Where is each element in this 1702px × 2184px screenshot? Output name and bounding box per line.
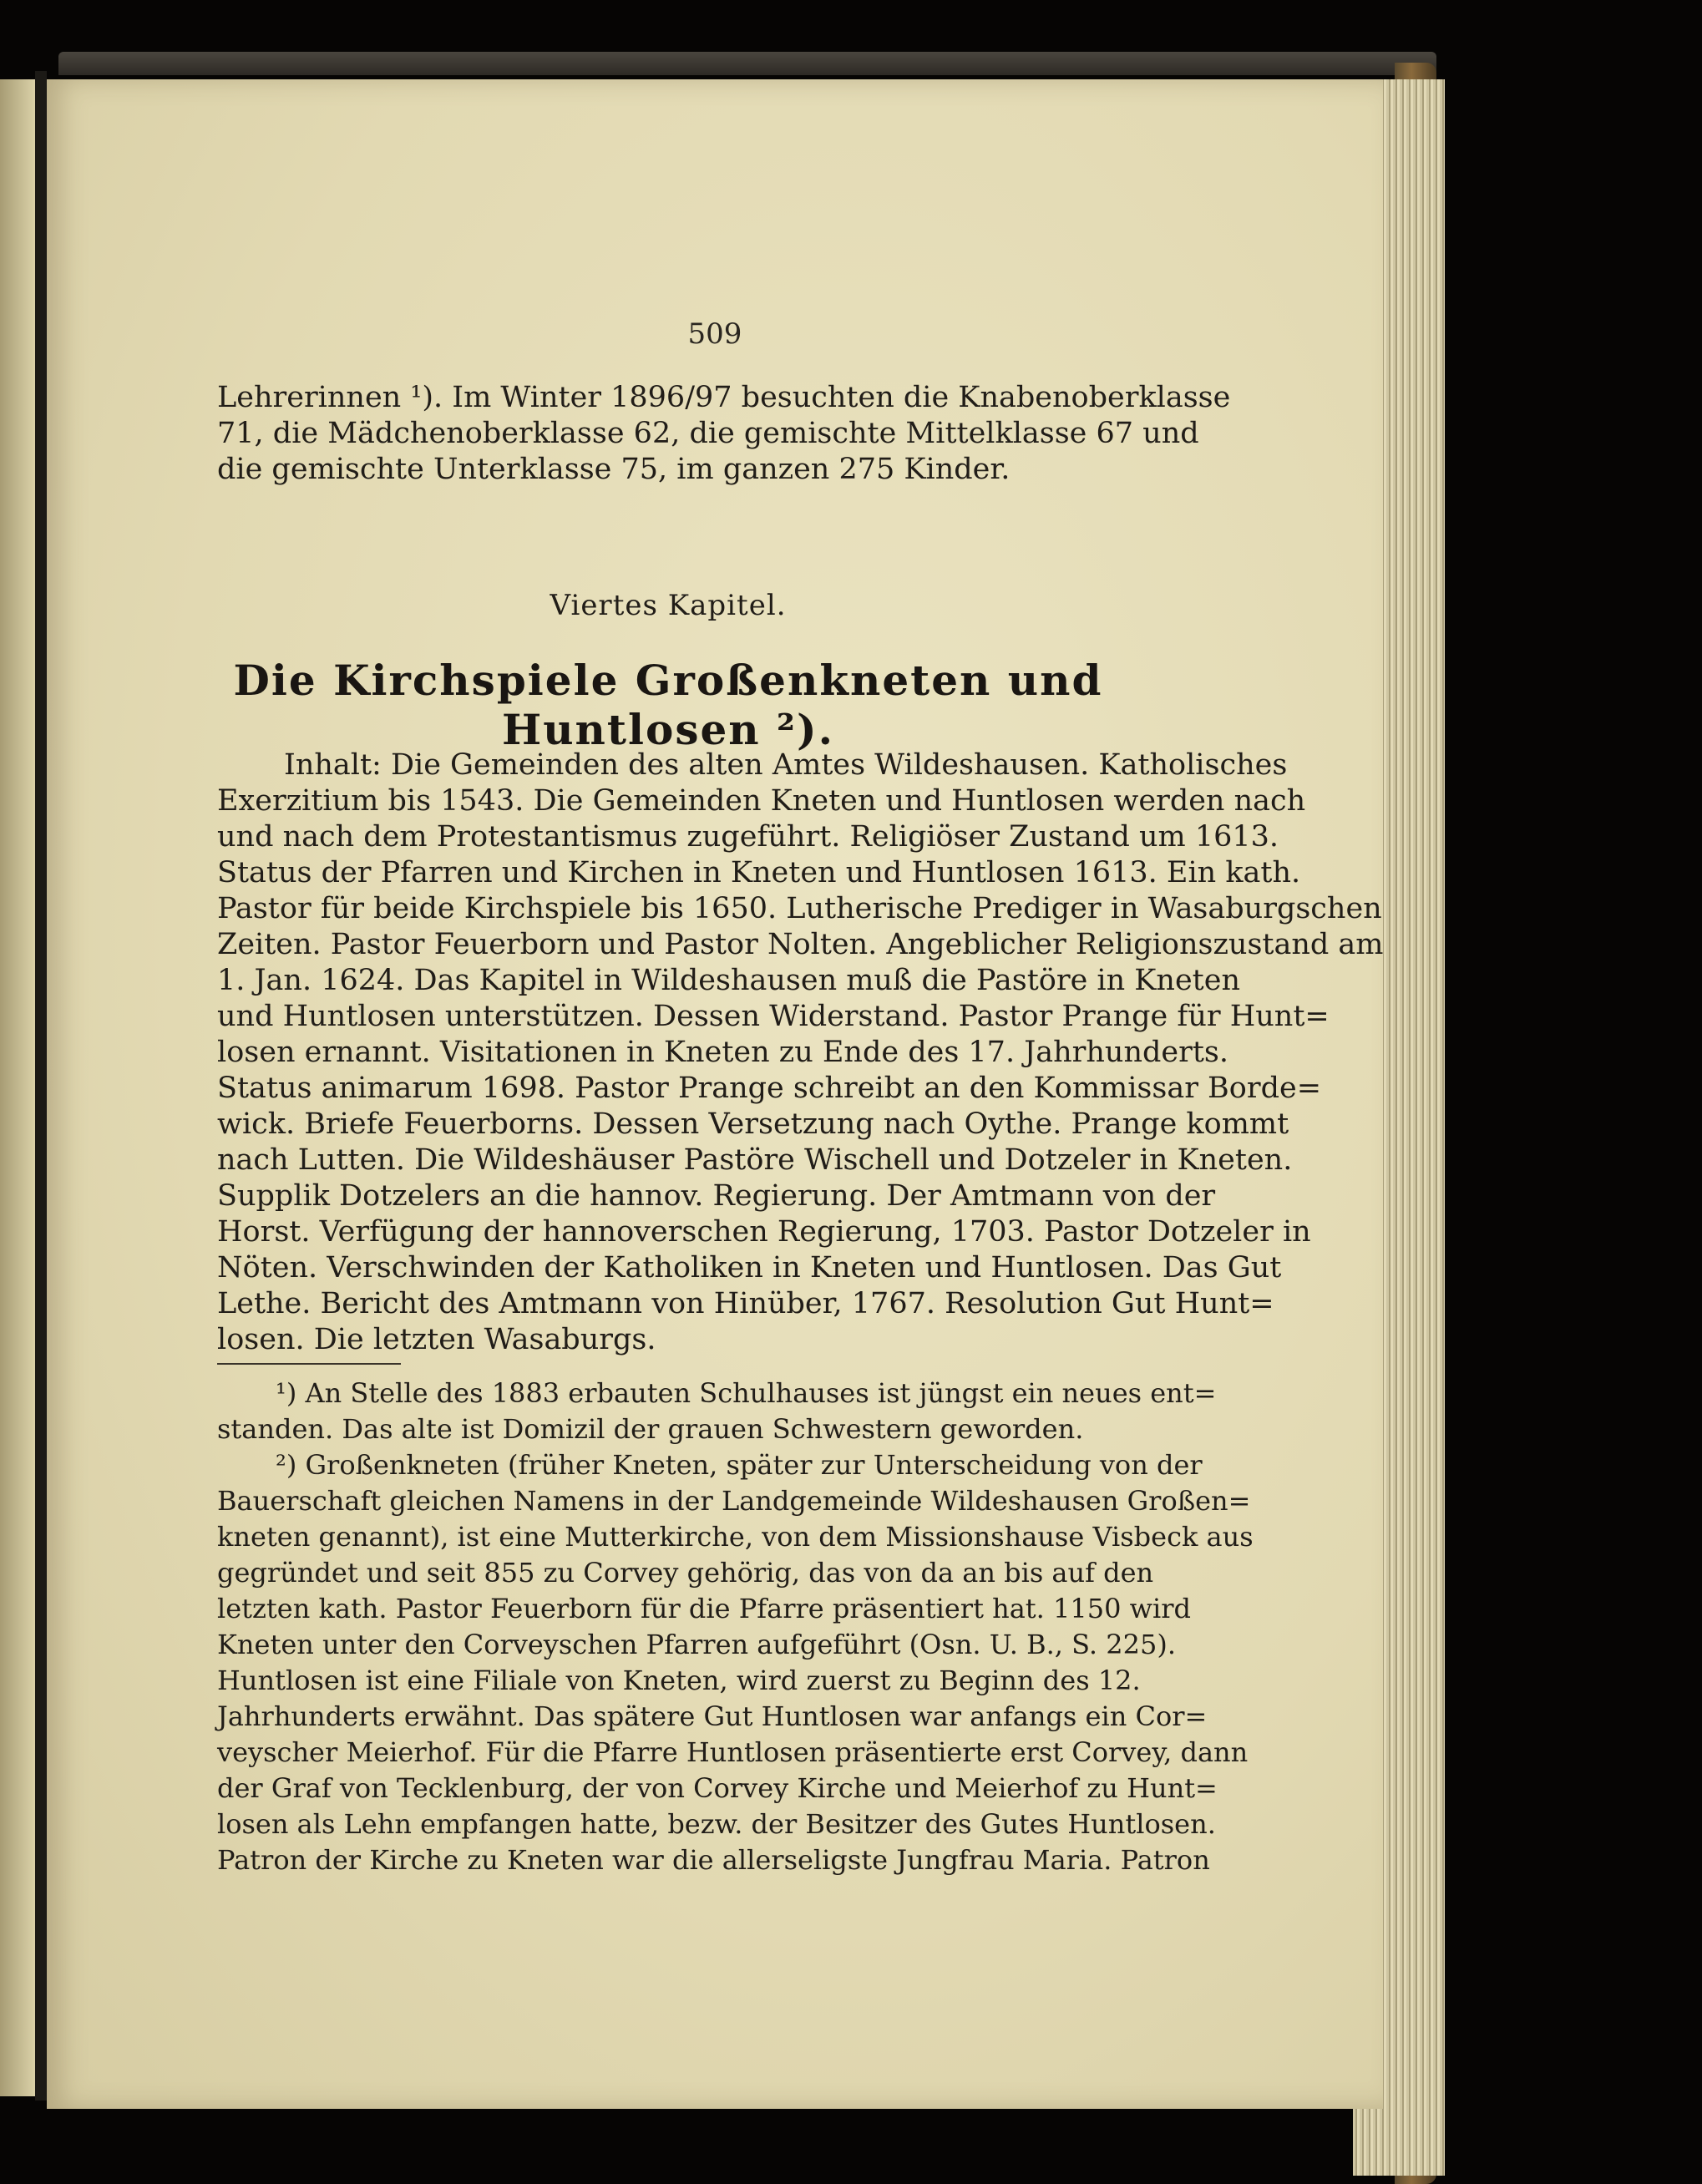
footnote-line: der Graf von Tecklenburg, der von Corvey Kirche und Meierhof zu Hunt=: [217, 1772, 1218, 1804]
text-line: Inhalt: Die Gemeinden des alten Amtes Wildeshausen. Katholisches: [284, 748, 1288, 782]
opening-paragraph: [217, 380, 1231, 488]
footnote-line: ²) Großenkneten (früher Kneten, später zur Unterscheidung von der: [276, 1449, 1203, 1481]
book-top-edge: [58, 52, 1436, 75]
footnotes: [217, 1376, 1254, 1878]
text-line: Nöten. Verschwinden der Katholiken in Kneten und Huntlosen. Das Gut: [217, 1251, 1282, 1285]
footnote-line: Bauerschaft gleichen Namens in der Landgemeinde Wildeshausen Großen=: [217, 1485, 1251, 1517]
book-gutter: [35, 71, 47, 2100]
footnote-line: Kneten unter den Corveyschen Pfarren aufgeführt (Osn. U. B., S. 225).: [217, 1629, 1176, 1660]
text-line: und nach dem Protestantismus zugeführt. Religiöser Zustand um 1613.: [217, 820, 1279, 854]
text-line: 71, die Mädchenoberklasse 62, die gemischte Mittelklasse 67 und: [217, 417, 1199, 450]
footnote-line: veyscher Meierhof. Für die Pfarre Huntlosen präsentierte erst Corvey, dann: [217, 1736, 1249, 1768]
text-line: Supplik Dotzelers an die hannov. Regierung. Der Amtmann von der: [217, 1179, 1216, 1213]
footnote-line: Huntlosen ist eine Filiale von Kneten, wird zuerst zu Beginn des 12.: [217, 1665, 1141, 1696]
footnote-line: ¹) An Stelle des 1883 erbauten Schulhauses ist jüngst ein neues ent=: [276, 1377, 1217, 1409]
text-line: nach Lutten. Die Wildeshäuser Pastöre Wischell und Dotzeler in Kneten.: [217, 1143, 1293, 1177]
footnote-line: letzten kath. Pastor Feuerborn für die Pfarre präsentiert hat. 1150 wird: [217, 1593, 1191, 1624]
text-line: wick. Briefe Feuerborns. Dessen Versetzung nach Oythe. Prange kommt: [217, 1107, 1289, 1141]
footnote-line: standen. Das alte ist Domizil der grauen Schwestern geworden.: [217, 1413, 1084, 1445]
page-number: 509: [687, 317, 742, 351]
text-line: die gemischte Unterklasse 75, im ganzen 275 Kinder.: [217, 453, 1011, 486]
text-line: Horst. Verfügung der hannoverschen Regierung, 1703. Pastor Dotzeler in: [217, 1215, 1311, 1249]
text-line: Lethe. Bericht des Amtmann von Hinüber, 1767. Resolution Gut Hunt=: [217, 1287, 1274, 1320]
footnote-line: Jahrhunderts erwähnt. Das spätere Gut Huntlosen war anfangs ein Cor=: [217, 1700, 1208, 1732]
text-line: losen ernannt. Visitationen in Kneten zu Ende des 17. Jahrhunderts.: [217, 1036, 1228, 1069]
text-line: 1. Jan. 1624. Das Kapitel in Wildeshausen muß die Pastöre in Kneten: [217, 964, 1240, 997]
left-page-sliver: [0, 79, 35, 2096]
chapter-summary: [217, 747, 1384, 1358]
footnote-line: Patron der Kirche zu Kneten war die allerseligste Jungfrau Maria. Patron: [217, 1844, 1210, 1876]
text-line: Status animarum 1698. Pastor Prange schreibt an den Kommissar Borde=: [217, 1072, 1322, 1105]
text-line: Lehrerinnen ¹). Im Winter 1896/97 besuchten die Knabenoberklasse: [217, 381, 1231, 414]
chapter-title: Die Kirchspiele Großenkneten und Huntlosen ²).: [233, 656, 1103, 754]
book-page: [47, 79, 1383, 2109]
footnote-line: kneten genannt), ist eine Mutterkirche, von dem Missionshause Visbeck aus: [217, 1521, 1254, 1553]
text-line: und Huntlosen unterstützen. Dessen Widerstand. Pastor Prange für Hunt=: [217, 1000, 1330, 1033]
text-line: losen. Die letzten Wasaburgs.: [217, 1323, 656, 1356]
footnote-divider: [217, 1363, 401, 1365]
text-line: Pastor für beide Kirchspiele bis 1650. Lutherische Prediger in Wasaburgschen: [217, 892, 1382, 925]
text-line: Status der Pfarren und Kirchen in Kneten und Huntlosen 1613. Ein kath.: [217, 856, 1301, 889]
text-line: Zeiten. Pastor Feuerborn und Pastor Nolten. Angeblicher Religionszustand am: [217, 928, 1384, 961]
footnote-line: losen als Lehn empfangen hatte, bezw. der Besitzer des Gutes Huntlosen.: [217, 1808, 1216, 1840]
footnote-line: gegründet und seit 855 zu Corvey gehörig, das von da an bis auf den: [217, 1557, 1154, 1589]
chapter-label: Viertes Kapitel.: [550, 589, 787, 622]
text-line: Exerzitium bis 1543. Die Gemeinden Kneten und Huntlosen werden nach: [217, 784, 1306, 818]
